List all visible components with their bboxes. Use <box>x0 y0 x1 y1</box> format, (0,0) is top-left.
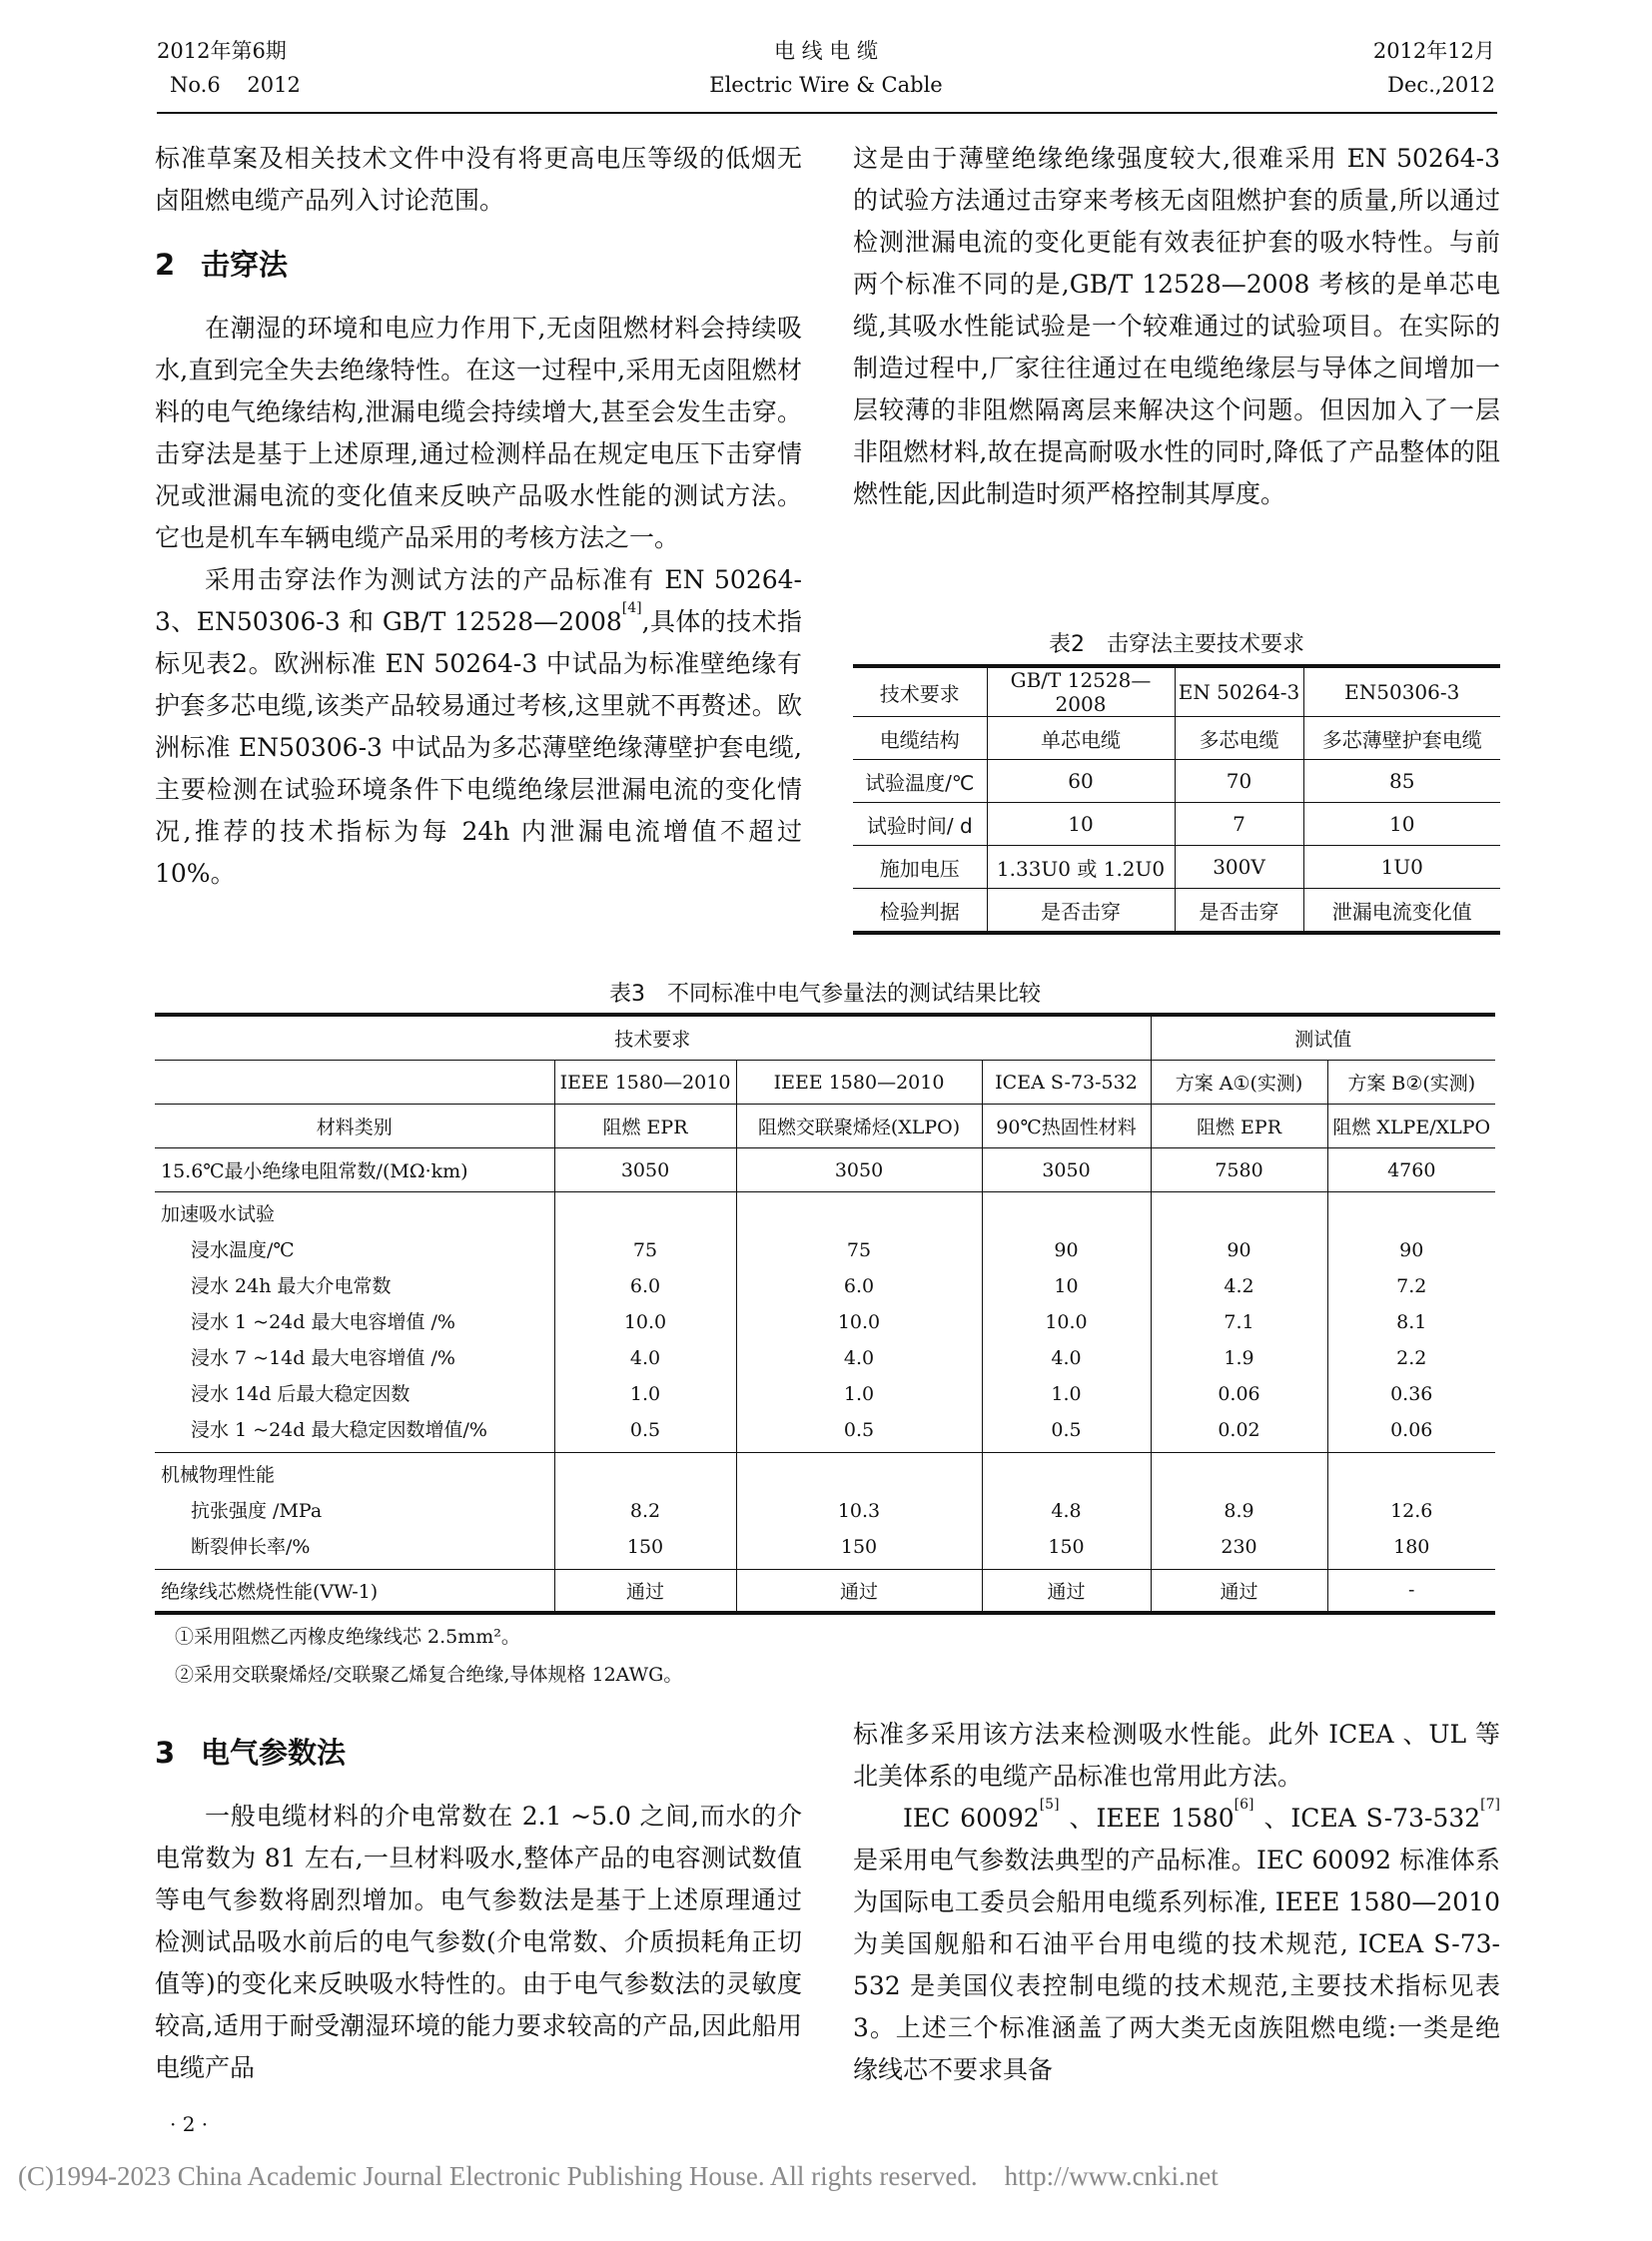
table-2-caption: 表2 击穿法主要技术要求 <box>1049 632 1304 657</box>
copyright-notice: (C)1994-2023 China Academic Journal Electronic Publishing House. All rights reserved. http://www.cnki.net <box>18 2161 1219 2191</box>
table-cell: 10 <box>1054 1275 1079 1297</box>
table-cell: 1.9 <box>1224 1347 1254 1369</box>
citation: [4] <box>621 600 642 616</box>
table-cell: 通过 <box>736 1570 982 1613</box>
table-2 <box>853 664 1500 935</box>
table-cell: 10 <box>1303 803 1500 846</box>
group-labels <box>155 1192 554 1453</box>
right-column-bottom <box>853 1714 1500 2091</box>
table-cell: 60 <box>987 760 1175 803</box>
row-label: 材料类别 <box>155 1105 554 1148</box>
section-3-heading <box>155 1732 802 1774</box>
materials-row <box>155 1105 1495 1148</box>
table-row <box>853 760 1500 803</box>
row-label: 浸水温度/℃ <box>191 1239 295 1261</box>
journal-issue-en: No.6 2012 <box>170 73 301 97</box>
header-cell: ICEA S-73-532 <box>982 1061 1151 1105</box>
table-cell: 4760 <box>1327 1148 1495 1192</box>
section-number: 3 <box>155 1736 176 1770</box>
table-cell: 4.2 <box>1224 1275 1254 1297</box>
text-run: 采用击穿法作为测试方法的产品标准有 EN 50264-3、EN50306-3 和 GB/T 12528—2008 <box>155 565 802 636</box>
right-column-top <box>853 138 1500 515</box>
body-paragraph: 标准多采用该方法来检测吸水性能。此外 ICEA 、UL 等北美体系的电缆产品标准也常用此方法。 <box>853 1720 1500 1791</box>
table-cell: 90℃热固性材料 <box>982 1105 1151 1148</box>
table-cell: 3050 <box>736 1148 982 1192</box>
table-cell: 8.9 <box>1224 1500 1254 1522</box>
table-cell: 10.0 <box>837 1311 881 1333</box>
body-paragraph: 一般电缆材料的介电常数在 2.1 ~5.0 之间,而水的介电常数为 81 左右,一旦材料吸水,整体产品的电容测试数值等电气参数将剧烈增加。电气参数法是基于上述原理通过检测试品吸水前后的电气参数(介电常数、介质损耗角正切值等)的变化来反映吸水特性的。由于电气参数法的灵敏度较高,适用于耐受潮湿环境的能力要求较高的产品,因此船用电缆产品 <box>155 1802 802 2082</box>
table-cell: 4.0 <box>629 1347 661 1369</box>
header-cell: IEEE 1580—2010 <box>736 1061 982 1105</box>
citation: [6] <box>1234 1797 1254 1813</box>
table-cell: 6.0 <box>629 1275 661 1297</box>
row-label: 浸水 1 ~24d 最大稳定因数增值/% <box>191 1419 487 1441</box>
value-column <box>1151 1453 1327 1570</box>
row-label: 电缆结构 <box>853 717 987 760</box>
table-3-caption: 表3 不同标准中电气参量法的测试结果比较 <box>609 982 1041 1007</box>
header-cell: GB/T 12528—2008 <box>987 666 1175 717</box>
journal-issue: 2012年第6期 <box>157 39 287 63</box>
value-column <box>1327 1453 1495 1570</box>
table-cell: 泄漏电流变化值 <box>1303 889 1500 934</box>
footnote: ①采用阻燃乙丙橡皮绝缘线芯 2.5mm²。 <box>175 1626 520 1648</box>
text-run: ,具体的技术指标见表2。欧洲标准 EN 50264-3 中试品为标准壁绝缘有护套多芯电缆,该类产品较易通过考核,这里就不再赘述。欧洲标准 EN50306-3 中试品为多芯薄壁绝缘薄壁护套电缆,主要检测在试验环境条件下电缆绝缘层泄漏电流的变化情况,推荐的技术指标为每 24h 内泄漏电流增值不超过 10%。 <box>155 607 802 888</box>
footnote: ②采用交联聚烯烃/交联聚乙烯复合绝缘,导体规格 12AWG。 <box>175 1664 683 1686</box>
group-header-measured: 测试值 <box>1151 1015 1495 1061</box>
section-title: 电气参数法 <box>201 1736 347 1770</box>
table-cell: 阻燃 EPR <box>1151 1105 1327 1148</box>
table-row <box>155 1148 1495 1192</box>
header-cell: IEEE 1580—2010 <box>554 1061 736 1105</box>
header-cell: EN50306-3 <box>1303 666 1500 717</box>
table-cell: 0.5 <box>1051 1419 1082 1441</box>
row-label: 检验判据 <box>879 899 960 924</box>
table-cell: 通过 <box>554 1570 736 1613</box>
table-cell: 12.6 <box>1390 1500 1433 1522</box>
left-column-bottom <box>155 1732 802 2089</box>
table-cell: 是否击穿 <box>1175 889 1303 934</box>
journal-date-en: Dec.,2012 <box>1387 73 1495 97</box>
table-cell: 0.06 <box>1390 1419 1433 1441</box>
row-label: 试验时间/ d <box>853 803 987 846</box>
table-cell: 10 <box>987 803 1175 846</box>
table-cell: 0.5 <box>843 1419 875 1441</box>
table-row <box>853 803 1500 846</box>
table-cell: 10.3 <box>837 1500 881 1522</box>
table-cell: 3050 <box>982 1148 1151 1192</box>
table-cell: 通过 <box>1151 1570 1327 1613</box>
section-title: 击穿法 <box>201 248 289 282</box>
section-number: 2 <box>155 248 176 282</box>
journal-date: 2012年12月 <box>1372 39 1495 63</box>
row-label: 施加电压 <box>853 846 987 889</box>
table-row <box>853 717 1500 760</box>
value-column <box>1151 1192 1327 1453</box>
table-cell: 300V <box>1175 846 1303 889</box>
left-column-top <box>155 138 802 895</box>
table-cell: 180 <box>1393 1536 1430 1558</box>
table-cell: 是否击穿 <box>987 889 1175 934</box>
row-label: 绝缘线芯燃烧性能(VW-1) <box>161 1580 379 1603</box>
table-cell: 7.2 <box>1396 1275 1427 1297</box>
table-cell: 阻燃交联聚烯烃(XLPO) <box>736 1105 982 1148</box>
standards-row <box>155 1061 1495 1105</box>
table-cell: 1.0 <box>843 1383 875 1405</box>
table-cell: 150 <box>840 1536 878 1558</box>
section-2-heading <box>155 244 802 286</box>
table-cell: 0.06 <box>1218 1383 1260 1405</box>
citation: [5] <box>1039 1797 1060 1813</box>
table-cell: 1.0 <box>1051 1383 1082 1405</box>
value-column <box>736 1192 982 1453</box>
header-cell: 方案 A①(实测) <box>1151 1061 1327 1105</box>
table-cell: 10.0 <box>1045 1311 1088 1333</box>
citation: [7] <box>1480 1797 1500 1813</box>
text-run: 、IEEE 1580 <box>1059 1804 1235 1833</box>
table-cell: 阻燃 XLPE/XLPO <box>1327 1105 1495 1148</box>
mechanical-group <box>155 1453 1495 1570</box>
table-cell: 6.0 <box>843 1275 875 1297</box>
group-title: 加速吸水试验 <box>161 1203 276 1225</box>
value-column <box>554 1192 736 1453</box>
group-header-row <box>155 1015 1495 1061</box>
table-cell: 多芯电缆 <box>1175 717 1303 760</box>
journal-title: 电 线 电 缆 <box>773 39 879 63</box>
header-cell <box>155 1061 554 1105</box>
row-label: 浸水 24h 最大介电常数 <box>191 1275 392 1297</box>
table-cell: 70 <box>1175 760 1303 803</box>
intro-paragraph: 标准草案及相关技术文件中没有将更高电压等级的低烟无卤阻燃电缆产品列入讨论范围。 <box>155 144 802 215</box>
body-paragraph <box>155 559 802 895</box>
table-cell: 4.0 <box>1051 1347 1082 1369</box>
table-3-footnotes <box>175 1618 682 1694</box>
value-column <box>982 1453 1151 1570</box>
row-label: 浸水 14d 后最大稳定因数 <box>191 1383 411 1405</box>
group-header-requirements: 技术要求 <box>155 1015 1151 1061</box>
text-run: IEC 60092 <box>903 1804 1040 1833</box>
text-run: 是采用电气参数法典型的产品标准。IEC 60092 标准体系为国际电工委员会船用电缆系列标准, IEEE 1580—2010 为美国舰船和石油平台用电缆的技术规范, ICEA S-73-532 是美国仪表控制电缆的技术规范,主要技术指标见表 3。上述三个标准涵盖了两大类无卤族阻燃电缆:一类是绝缘线芯不要求具备 <box>853 1846 1500 2084</box>
table-cell: 8.1 <box>1396 1311 1427 1333</box>
table-cell: 90 <box>1054 1239 1079 1261</box>
table-cell: 3050 <box>554 1148 736 1192</box>
table-cell: 90 <box>1227 1239 1251 1261</box>
group-labels <box>155 1453 554 1570</box>
body-paragraph: 这是由于薄壁绝缘绝缘强度较大,很难采用 EN 50264-3 的试验方法通过击穿来考核无卤阻燃护套的质量,所以通过检测泄漏电流的变化更能有效表征护套的吸水特性。与前两个标准不同的是,GB/T 12528—2008 考核的是单芯电缆,其吸水性能试验是一个较难通过的试验项目。在实际的制造过程中,厂家往往通过在电缆绝缘层与导体之间增加一层较薄的非阻燃隔离层来解决这个问题。但因加入了一层非阻燃材料,故在提高耐吸水性的同时,降低了产品整体的阻燃性能,因此制造时须严格控制其厚度。 <box>853 144 1500 508</box>
table-cell: 75 <box>846 1239 872 1261</box>
header-cell: 技术要求 <box>853 666 987 717</box>
journal-title-en: Electric Wire & Cable <box>709 73 943 97</box>
table-cell: 0.5 <box>629 1419 661 1441</box>
row-label: 15.6℃最小绝缘电阻常数/(MΩ·km) <box>155 1148 554 1192</box>
table-cell: 7580 <box>1151 1148 1327 1192</box>
table-cell: - <box>1327 1570 1495 1613</box>
group-title: 机械物理性能 <box>161 1464 276 1486</box>
row-label: 浸水 7 ~14d 最大电容增值 /% <box>191 1347 455 1369</box>
table-cell: 8.2 <box>629 1500 661 1522</box>
row-label: 浸水 1 ~24d 最大电容增值 /% <box>191 1311 455 1333</box>
table-row <box>853 889 1500 934</box>
header-rule <box>157 112 1497 114</box>
table-cell: 1.33U0 或 1.2U0 <box>987 846 1175 889</box>
value-column <box>982 1192 1151 1453</box>
table-header-row <box>853 666 1500 717</box>
body-paragraph: 在潮湿的环境和电应力作用下,无卤阻燃材料会持续吸水,直到完全失去绝缘特性。在这一过程中,采用无卤阻燃材料的电气绝缘结构,泄漏电缆会持续增大,甚至会发生击穿。击穿法是基于上述原理,通过检测样品在规定电压下击穿情况或泄漏电流的变化值来反映产品吸水性能的测试方法。它也是机车车辆电缆产品采用的考核方法之一。 <box>155 314 802 552</box>
table-cell: 4.8 <box>1051 1500 1082 1522</box>
table-cell: 150 <box>1048 1536 1085 1558</box>
row-label: 抗张强度 /MPa <box>191 1500 323 1522</box>
table-row <box>155 1570 1495 1613</box>
table-cell: 2.2 <box>1396 1347 1427 1369</box>
table-3 <box>155 1013 1495 1615</box>
value-column <box>736 1453 982 1570</box>
table-cell: 1.0 <box>629 1383 661 1405</box>
text-run: 、ICEA S-73-532 <box>1253 1804 1481 1833</box>
value-column <box>554 1453 736 1570</box>
table-cell: 85 <box>1303 760 1500 803</box>
table-cell: 7.1 <box>1224 1311 1254 1333</box>
table-row <box>853 846 1500 889</box>
body-paragraph <box>853 1798 1500 2091</box>
table-cell: 7 <box>1175 803 1303 846</box>
page-number: · 2 · <box>170 2112 209 2136</box>
row-label: 试验温度/℃ <box>853 760 987 803</box>
table-cell: 75 <box>632 1239 658 1261</box>
table-cell: 10.0 <box>623 1311 667 1333</box>
table-cell: 90 <box>1399 1239 1424 1261</box>
header-cell: 方案 B②(实测) <box>1327 1061 1495 1105</box>
table-cell: 230 <box>1221 1536 1257 1558</box>
table-cell: 0.02 <box>1218 1419 1260 1441</box>
value-column <box>1327 1192 1495 1453</box>
table-cell: 单芯电缆 <box>987 717 1175 760</box>
table-cell: 通过 <box>982 1570 1151 1613</box>
table-cell: 0.36 <box>1390 1383 1433 1405</box>
table-cell: 多芯薄壁护套电缆 <box>1303 717 1500 760</box>
table-cell: 阻燃 EPR <box>554 1105 736 1148</box>
table-cell: 4.0 <box>843 1347 875 1369</box>
table-cell: 150 <box>626 1536 664 1558</box>
row-label: 断裂伸长率/% <box>191 1536 311 1558</box>
header-cell: EN 50264-3 <box>1175 666 1303 717</box>
water-absorption-group <box>155 1192 1495 1453</box>
table-cell: 1U0 <box>1303 846 1500 889</box>
